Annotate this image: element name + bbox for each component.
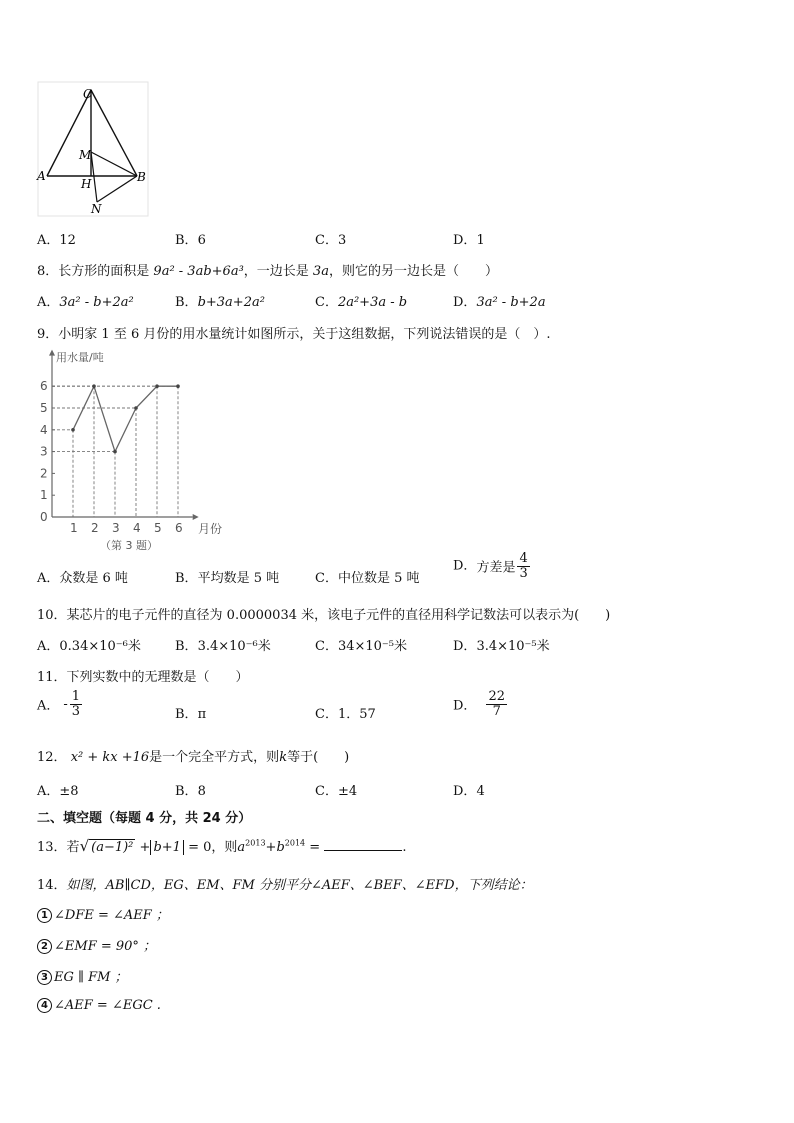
q11-d-fraction: $\frac{22}{7}$ [488, 689, 505, 719]
q14-conclusion-4: 4 ∠AEF = ∠EGC . [37, 998, 161, 1013]
chart-x-tick-label: 1 [70, 521, 78, 535]
q14-stem: 14．如图，AB∥CD，EG、EM、FM 分别平分∠AEF、∠BEF、∠EFD，下列结论： [37, 878, 533, 893]
q13-answer-blank[interactable] [324, 838, 402, 851]
chart-x-arrow-icon [193, 514, 199, 520]
q8-option-c[interactable]: C．2a²+3a - b [315, 295, 408, 310]
label-b: B [137, 170, 146, 184]
q7-option-a[interactable]: A．12 [37, 233, 76, 248]
q13-absolute: b+1 [150, 840, 184, 855]
label-n: N [91, 202, 102, 216]
circled-number-icon: 3 [37, 970, 52, 985]
q8-stem: 8．长方形的面积是 9a² - 3ab+6a³，一边长是 3a，则它的另一边长是（ ） [37, 264, 498, 279]
q7-option-c[interactable]: C．3 [315, 233, 347, 248]
chart-data-point [71, 428, 75, 432]
q11-a-fraction: $\frac{1}{3}$ [71, 689, 81, 719]
chart-caption: （第 3 题） [100, 539, 158, 552]
label-c: C [83, 87, 93, 101]
q7-option-b[interactable]: B．6 [175, 233, 206, 248]
q7-option-d[interactable]: D．1 [453, 233, 485, 248]
chart-data-point [113, 450, 117, 454]
q11-stem: 11．下列实数中的无理数是（ ） [37, 670, 249, 685]
q11-option-c[interactable]: C．1．57 [315, 707, 376, 722]
label-h: H [81, 177, 92, 191]
label-m: M [79, 148, 92, 162]
water-usage-chart [30, 345, 230, 555]
triangle-figure [34, 80, 152, 220]
chart-x-tick-label: 3 [112, 521, 120, 535]
chart-data-point [134, 406, 138, 410]
q14-conclusion-3: 3 EG ∥ FM ； [37, 966, 128, 985]
circled-number-icon: 2 [37, 939, 52, 954]
q12-option-c[interactable]: C．±4 [315, 784, 358, 799]
q10-option-d[interactable]: D．3.4×10⁻⁵米 [453, 639, 550, 654]
q9-option-b[interactable]: B．平均数是 5 吨 [175, 571, 280, 586]
q11-option-b[interactable]: B．π [175, 707, 207, 722]
chart-y-tick-label: 1 [40, 488, 48, 503]
edge-cb [91, 90, 137, 176]
chart-series-line [73, 386, 178, 451]
chart-y-tick-label: 3 [40, 444, 48, 459]
q10-stem: 10．某芯片的电子元件的直径为 0.0000034 米，该电子元件的直径用科学记数法可以表示为( ) [37, 608, 611, 623]
chart-y-arrow-icon [49, 350, 55, 356]
q11-option-a[interactable]: A． - $\frac{1}{3}$ [37, 689, 81, 719]
q14-conclusion-1: 1 ∠DFE = ∠AEF ； [37, 904, 169, 923]
q10-option-b[interactable]: B．3.4×10⁻⁶米 [175, 639, 271, 654]
chart-y-tick-label: 2 [40, 466, 48, 481]
chart-origin-label: 0 [40, 510, 48, 524]
chart-y-tick-label: 4 [40, 422, 48, 437]
chart-y-axis-label: 用水量/吨 [56, 351, 104, 364]
q9-option-c[interactable]: C．中位数是 5 吨 [315, 571, 420, 586]
chart-x-tick-label: 2 [91, 521, 99, 535]
q13-radical: (a−1)² [91, 840, 134, 855]
chart-y-tick-label: 6 [40, 379, 48, 394]
circled-number-icon: 1 [37, 908, 52, 923]
edge-ca [47, 90, 91, 176]
chart-y-tick-label: 5 [40, 401, 48, 415]
q12-stem: 12． x² + kx +16是一个完全平方式，则k等于( ) [37, 750, 350, 765]
q12-option-a[interactable]: A．±8 [37, 784, 79, 799]
chart-x-axis-label: 月份 [198, 522, 223, 536]
chart-data-point [155, 384, 159, 388]
q9-option-a[interactable]: A．众数是 6 吨 [37, 571, 128, 586]
segment-nb [97, 176, 137, 202]
q8-option-d[interactable]: D．3a² - b+2a [453, 295, 546, 310]
q8-option-b[interactable]: B．b+3a+2a² [175, 295, 265, 310]
chart-data-point [92, 384, 96, 388]
q10-option-a[interactable]: A．0.34×10⁻⁶米 [37, 639, 141, 654]
chart-x-tick-label: 4 [133, 521, 141, 535]
q9-d-fraction: $\frac{4}{3}$ [519, 551, 528, 581]
q10-option-c[interactable]: C．34×10⁻⁵米 [315, 639, 408, 654]
q12-option-b[interactable]: B．8 [175, 784, 206, 799]
chart-x-tick-label: 6 [175, 521, 183, 535]
chart-x-tick-label: 5 [154, 521, 162, 535]
q12-option-d[interactable]: D．4 [453, 784, 485, 799]
q9-stem: 9．小明家 1 至 6 月份的用水量统计如图所示，关于这组数据，下列说法错误的是（ ）. [37, 327, 551, 342]
q8-option-a[interactable]: A．3a² - b+2a² [37, 295, 134, 310]
section-2-heading: 二、填空题（每题 4 分，共 24 分） [37, 811, 252, 826]
q13-stem: 13．若√ (a−1)² + b+1 = 0，则$a^{2013}+b^{2014}$ = . [37, 837, 407, 855]
chart-data-point [176, 384, 180, 388]
q11-option-d[interactable]: D． $\frac{22}{7}$ [453, 689, 505, 719]
q14-conclusion-2: 2 ∠EMF = 90° ； [37, 935, 156, 954]
segment-mn [91, 152, 97, 202]
q9-option-d[interactable]: D．方差是 $\frac{4}{3}$ [453, 551, 528, 581]
label-a: A [37, 169, 46, 183]
circled-number-icon: 4 [37, 998, 52, 1013]
